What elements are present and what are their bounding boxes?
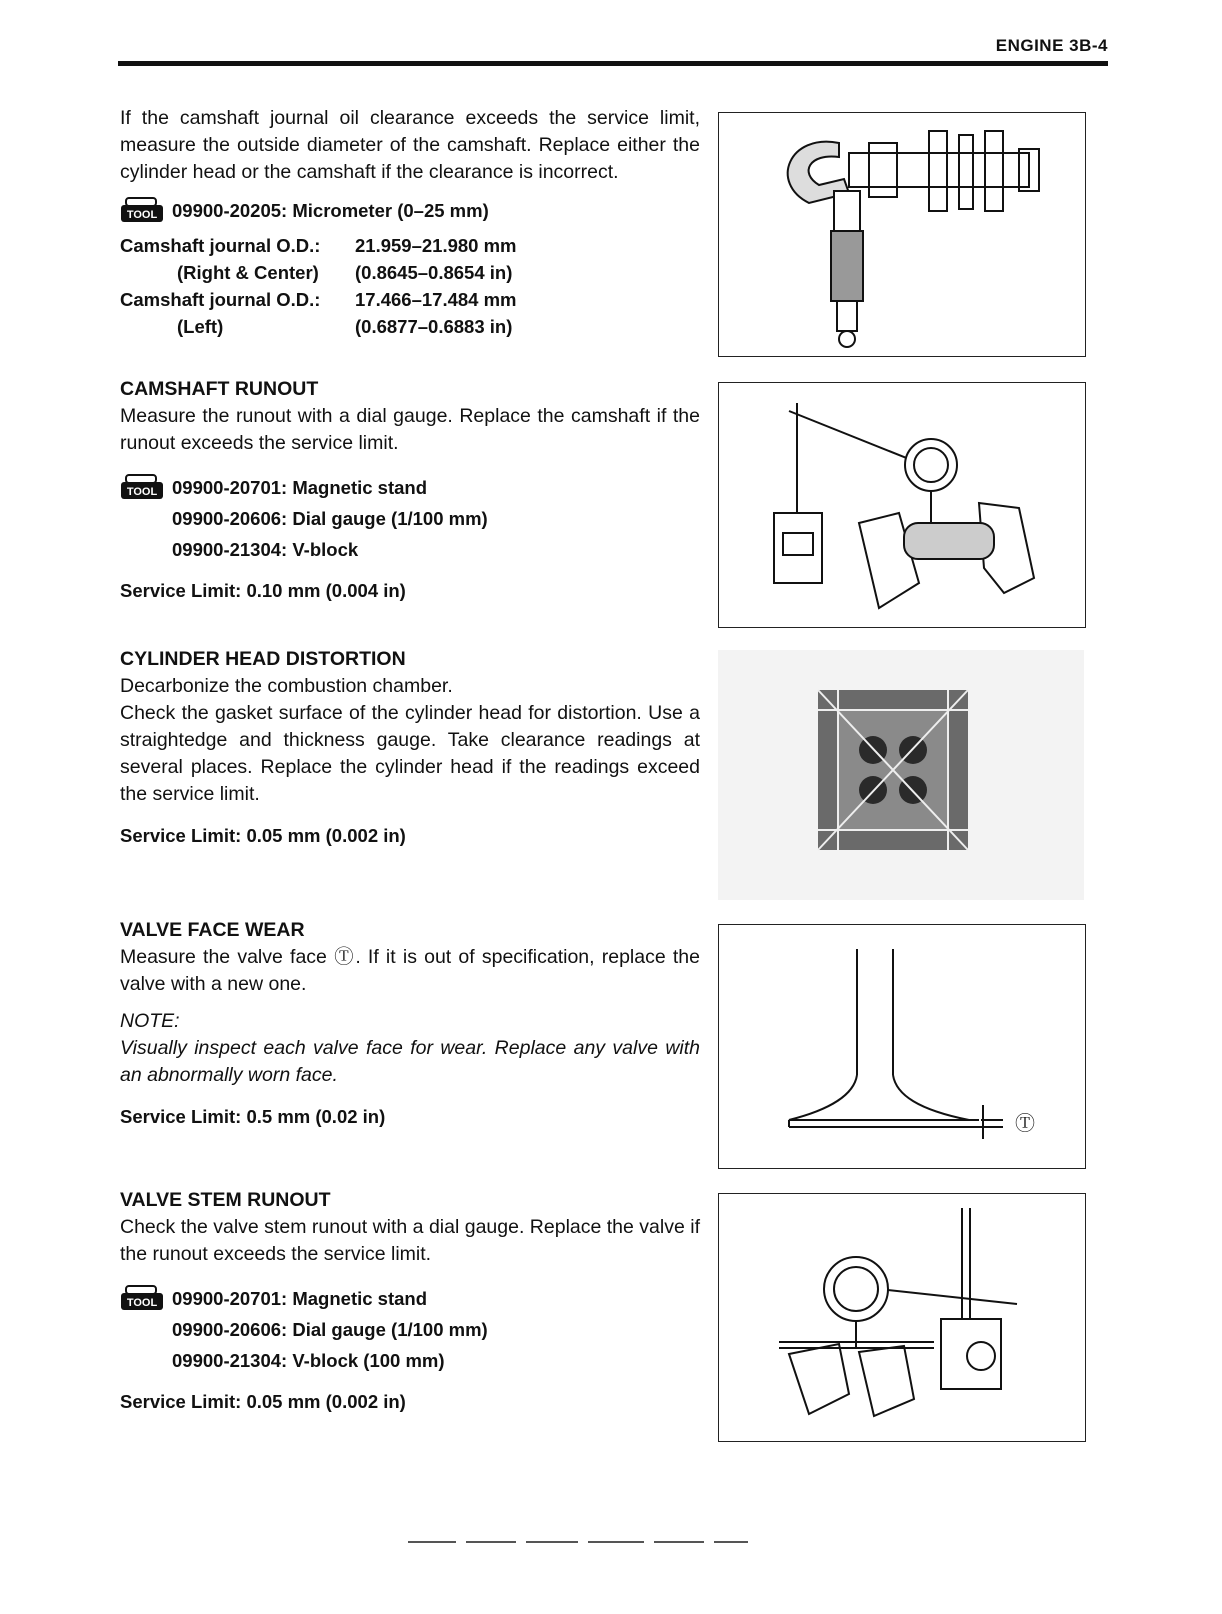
valve-stem-runout-illustration: [718, 1193, 1086, 1442]
micrometer-tool: 09900-20205: Micrometer (0–25 mm): [172, 199, 489, 221]
spec-value: 17.466–17.484 mm: [355, 289, 517, 310]
service-limit: Service Limit: 0.05 mm (0.002 in): [120, 825, 406, 846]
header-rule: [118, 61, 1108, 66]
spec-value: 21.959–21.980 mm: [355, 235, 517, 256]
service-limit: Service Limit: 0.05 mm (0.002 in): [120, 1391, 406, 1412]
valve-face-label: Ⓣ: [1015, 1111, 1035, 1135]
spec-label: (Left): [177, 316, 224, 337]
tool-item: 09900-20701: Magnetic stand: [172, 1287, 428, 1309]
journal-paragraph: If the camshaft journal oil clearance exceeds the service limit, measure the outside diameter of the camshaft. Replace either the cylinder head or the camshaft if the clearance is incorrect.: [120, 107, 700, 183]
note-text: Visually inspect each valve face for wear. Replace any valve with an abnormally worn face.: [120, 1037, 700, 1086]
cylinder-head-photo: [718, 650, 1084, 900]
camshaft-runout-paragraph: Measure the runout with a dial gauge. Replace the camshaft if the runout exceeds the service limit.: [120, 405, 700, 454]
valve-face-heading: VALVE FACE WEAR: [120, 919, 305, 941]
spec-row: [120, 232, 700, 259]
page-header: ENGINE 3B-4: [995, 36, 1108, 55]
tool-item: 09900-20606: Dial gauge (1/100 mm): [172, 508, 488, 529]
spec-value: (0.6877–0.6883 in): [355, 316, 513, 337]
valve-stem-heading: VALVE STEM RUNOUT: [120, 1189, 331, 1211]
valve-stem-tool-line: [120, 1284, 700, 1312]
valve-face-section: [120, 917, 700, 1130]
service-limit: Service Limit: 0.10 mm (0.004 in): [120, 580, 406, 601]
service-limit: Service Limit: 0.5 mm (0.02 in): [120, 1106, 386, 1127]
tool-badge-text: TOOL: [126, 209, 158, 221]
footer-rule: [408, 1530, 758, 1548]
head-distortion-line1: Decarbonize the combustion chamber.: [120, 675, 453, 697]
journal-section: [120, 105, 700, 340]
tool-icon: [120, 473, 166, 501]
valve-stem-section: [120, 1187, 700, 1415]
spec-row: [120, 286, 700, 313]
head-distortion-section: [120, 646, 700, 849]
tool-badge-text: TOOL: [126, 486, 158, 498]
camshaft-runout-heading: CAMSHAFT RUNOUT: [120, 378, 319, 400]
tool-item: 09900-21304: V-block (100 mm): [172, 1350, 445, 1371]
tool-item: 09900-20606: Dial gauge (1/100 mm): [172, 1319, 488, 1340]
head-distortion-paragraph: Check the gasket surface of the cylinder head for distortion. Use a straightedge and thickness gauge. Take clearance readings at several places. Replace the cylinder head if the readings exceed the service limit.: [120, 702, 700, 805]
valve-face-paragraph: Measure the valve face Ⓣ. If it is out of specification, replace the valve with a new one.: [120, 946, 700, 995]
micrometer-tool-line: [120, 196, 700, 224]
tool-item: 09900-20701: Magnetic stand: [172, 476, 428, 498]
micrometer-illustration: [718, 112, 1086, 357]
camshaft-runout-section: [120, 376, 700, 604]
tool-item: 09900-21304: V-block: [172, 539, 359, 560]
valve-stem-paragraph: Check the valve stem runout with a dial gauge. Replace the valve if the runout exceeds the service limit.: [120, 1216, 700, 1265]
camshaft-tool-line: [120, 473, 700, 501]
camshaft-runout-illustration: [718, 382, 1086, 628]
spec-row: [120, 259, 700, 286]
tool-badge-text: TOOL: [126, 1297, 158, 1309]
spec-value: (0.8645–0.8654 in): [355, 262, 513, 283]
spec-row: [120, 313, 700, 340]
note-title: NOTE:: [120, 1010, 180, 1032]
head-distortion-heading: CYLINDER HEAD DISTORTION: [120, 648, 406, 670]
valve-face-illustration: [718, 924, 1086, 1169]
journal-spec-table: [120, 232, 700, 340]
spec-label: Camshaft journal O.D.:: [120, 289, 321, 310]
spec-label: (Right & Center): [177, 262, 319, 283]
tool-icon: [120, 1284, 166, 1312]
spec-label: Camshaft journal O.D.:: [120, 235, 321, 256]
tool-icon: [120, 196, 166, 224]
